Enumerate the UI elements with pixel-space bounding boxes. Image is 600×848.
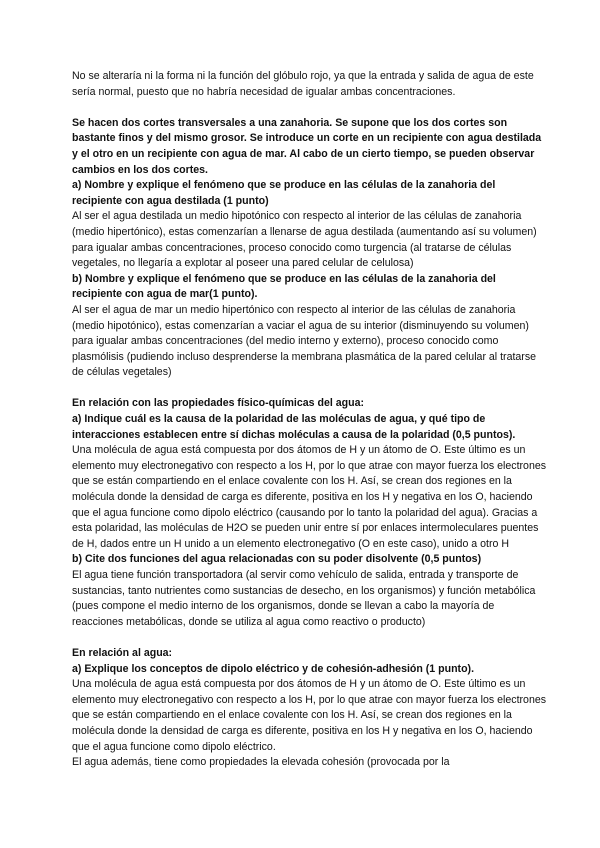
spacer xyxy=(72,630,548,646)
question-3a-answer: Una molécula de agua está compuesta por dos átomos de H y un átomo de O. Este último es un elemento muy electronegativo con respecto a los H, por lo que atrae con mayor fuerza los electrones que se están compartiendo en el enlace covalente con los H. Así, se crean dos regiones en la molécula donde la densidad de carga es diferente, positiva en los H y negativa en los O, haciendo que el agua funcione como dipolo eléctrico. xyxy=(72,678,547,753)
question-2a-title: a) Indique cuál es la causa de la polaridad de las moléculas de agua, y qué tipo de interacciones establecen entre sí dichas moléculas a causa de la polaridad (0,5 puntos). xyxy=(72,413,516,441)
spacer xyxy=(72,381,548,397)
spacer xyxy=(72,100,548,116)
question-1-statement: Se hacen dos cortes transversales a una zanahoria. Se supone que los dos cortes son bastante finos y del mismo grosor. Se introduce un corte en un recipiente con agua destilada y el otro en un recipiente con agua de mar. Al cabo de un cierto tiempo, se pueden observar cambios en los dos cortes. xyxy=(72,116,542,176)
question-1a-answer: Al ser el agua destilada un medio hipotónico con respecto al interior de las células de zanahoria (medio hipertónico), estas comenzarían a llenarse de agua destilada (aumentando así su volumen) para igualar ambas concentraciones, proceso conocido como turgencia (al tratarse de células vegetales, no llegaría a explotar al poseer una pared celular de celulosa) xyxy=(72,210,537,270)
question-3a-title: a) Explique los conceptos de dipolo eléctrico y de cohesión-adhesión (1 punto). xyxy=(72,662,475,675)
question-3a-answer-continued: El agua además, tiene como propiedades la elevada cohesión (provocada por la xyxy=(72,756,450,769)
question-3-heading: En relación al agua: xyxy=(72,646,173,659)
question-1b-title: b) Nombre y explique el fenómeno que se produce en las células de la zanahoria del recipiente con agua de mar(1 punto). xyxy=(72,272,496,301)
question-2b-title: b) Cite dos funciones del agua relacionadas con su poder disolvente (0,5 puntos) xyxy=(72,553,482,566)
question-2a-answer: Una molécula de agua está compuesta por dos átomos de H y un átomo de O. Este último es un elemento muy electronegativo con respecto a los H, por lo que atrae con mayor fuerza los electrones que se están compartiendo en el enlace covalente con los H. Así, se crean dos regiones en la molécula donde la densidad de carga es diferente, positiva en los H y negativa en los O, haciendo que el agua funcione como dipolo eléctrico (causando por lo tanto la polaridad del agua). Gracias a esta polaridad, las moléculas de H2O se pueden unir entre sí por enlaces intermoleculares puentes de H, dados entre un H unido a un elemento electronegativo (O en este caso), unido a otro H xyxy=(72,444,547,550)
question-1a-title: a) Nombre y explique el fenómeno que se produce en las células de la zanahoria del recipiente con agua destilada (1 punto) xyxy=(72,179,496,207)
question-2b-answer: El agua tiene función transportadora (al servir como vehículo de salida, entrada y transporte de sustancias, tanto nutrientes como sustancias de desecho, en los organismos) y función metabólica (pues compone el medio interno de los organismos, donde se llevan a cabo la mayoría de reacciones metabólicas, donde se utiliza al agua como reactivo o producto) xyxy=(72,569,536,628)
question-1b-answer: Al ser el agua de mar un medio hipertónico con respecto al interior de las células de zanahoria (medio hipotónico), estas comenzarían a vaciar el agua de su interior (disminuyendo su volumen) para igualar ambas concentraciones (del medio interno y externo), proceso conocido como plasmólisis (pudiendo incluso desprenderse la membrana plasmática de la pared celular al tratarse de células vegetales) xyxy=(72,303,537,379)
question-2-heading: En relación con las propiedades físico-químicas del agua: xyxy=(72,397,364,410)
intro-paragraph: No se alteraría ni la forma ni la función del glóbulo rojo, ya que la entrada y salida de agua de este sería normal, puesto que no habría necesidad de igualar ambas concentraciones. xyxy=(72,70,534,98)
